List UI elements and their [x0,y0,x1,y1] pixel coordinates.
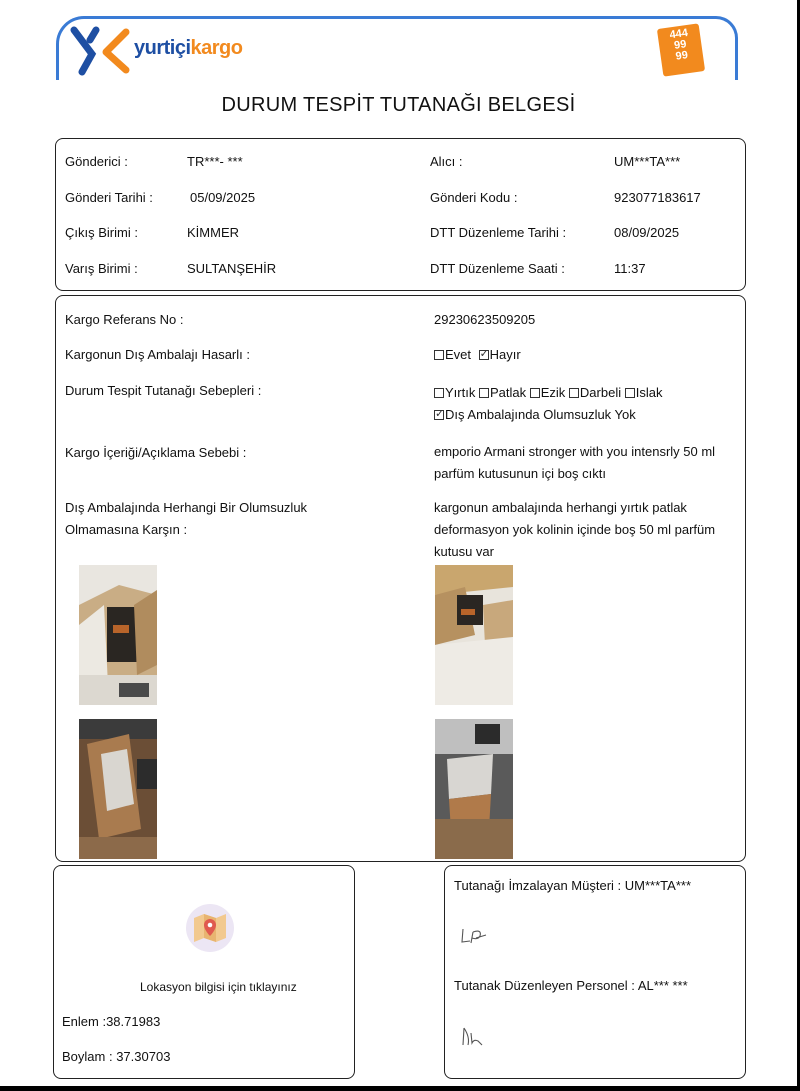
send-code-label: Gönderi Kodu : [430,190,518,205]
dtt-date-value: 08/09/2025 [614,225,680,240]
reason-ok-option [434,407,636,422]
receiver-value: UM***TA*** [614,154,681,169]
badge-line: 99 [674,49,689,63]
checkbox-islak[interactable] [625,388,635,398]
option-evet-label: Evet [445,347,472,362]
option-patlak-label: Patlak [489,385,527,400]
cargo-photo[interactable] [435,719,513,859]
longitude-value: 37.30703 [116,1049,171,1064]
yurtici-logo-icon [70,26,130,76]
send-code-value: 923077183617 [614,190,701,205]
badge-line: 99 [673,38,688,52]
checkbox-ezik[interactable] [530,388,540,398]
map-location-icon[interactable] [184,902,236,954]
option-darbeli-label: Darbeli [579,385,622,400]
origin-value: KİMMER [187,225,239,240]
option-ezik-label: Ezik [540,385,566,400]
damaged-label: Kargonun Dış Ambalajı Hasarlı : [65,347,250,362]
latitude-value: 38.71983 [106,1014,161,1029]
despite-label: Dış Ambalajında Herhangi Bir Olumsuzluk Olmamasına Karşın : [65,500,308,537]
staff-signer-value: AL*** *** [637,978,688,993]
brand-text-a: yurtiçi [134,37,191,59]
send-date-value: 05/09/2025 [190,190,256,205]
dtt-time-label: DTT Düzenleme Saati : [430,261,565,276]
staff-signer-label: Tutanak Düzenleyen Personel : [454,978,635,993]
cargo-photo[interactable] [79,719,157,859]
content-label: Kargo İçeriği/Açıklama Sebebi : [65,445,247,460]
origin-label: Çıkış Birimi : [65,225,138,240]
staff-signer [454,978,688,993]
checkbox-yirtik[interactable] [434,388,444,398]
sender-value: TR***- *** [187,154,243,169]
latitude [62,1014,160,1029]
longitude [62,1049,170,1064]
checkbox-evet[interactable] [434,350,444,360]
reasons-label: Durum Tespit Tutanağı Sebepleri : [65,383,262,398]
latitude-label: Enlem : [62,1014,107,1029]
checkbox-no-damage[interactable] [434,410,444,420]
brand-logo-text [134,37,243,60]
content-value: emporio Armani stronger with you intensrly 50 ml parfüm kutusunun içi boş cıktı [434,444,716,481]
customer-signer [454,878,691,893]
staff-signature-icon [460,1025,486,1049]
badge-line: 444 [668,26,689,42]
destination-label: Varış Birimi : [65,261,138,276]
reference-value: 29230623509205 [434,312,536,327]
location-box [53,865,355,1079]
option-no-damage-label: Dış Ambalajında Olumsuzluk Yok [445,407,636,422]
dtt-time-value: 11:37 [614,261,646,276]
cargo-photo[interactable] [435,565,513,705]
cargo-photo[interactable] [79,565,157,705]
option-yirtik-label: Yırtık [445,385,476,400]
cargo-details-box [55,295,746,862]
checkbox-darbeli[interactable] [569,388,579,398]
customer-signer-value: UM***TA*** [624,878,691,893]
dtt-date-label: DTT Düzenleme Tarihi : [430,225,567,240]
damaged-options [434,347,521,362]
customer-signature-icon [460,926,490,946]
longitude-label: Boylam : [62,1049,113,1064]
despite-value: kargonun ambalajında herhangi yırtık patlak deformasyon yok kolinin içinde boş 50 ml parfüm kutusu var [434,500,716,559]
checkbox-patlak[interactable] [479,388,489,398]
option-islak-label: Islak [635,385,663,400]
document-title: DURUM TESPİT TUTANAĞI BELGESİ [221,94,576,116]
reasons-options [434,385,662,400]
destination-value: SULTANŞEHİR [187,261,277,276]
signature-box [444,865,746,1079]
sender-label: Gönderici : [65,154,128,169]
customer-signer-label: Tutanağı İmzalayan Müşteri : [454,878,622,893]
receiver-label: Alıcı : [430,154,463,169]
location-link[interactable]: Lokasyon bilgisi için tıklayınız [140,980,297,994]
brand-text-b: kargo [190,37,243,59]
send-date-label: Gönderi Tarihi : [65,190,153,205]
phone-badge [657,23,705,76]
option-hayir-label: Hayır [489,347,521,362]
checkbox-hayir[interactable] [479,350,489,360]
reference-label: Kargo Referans No : [65,312,184,327]
